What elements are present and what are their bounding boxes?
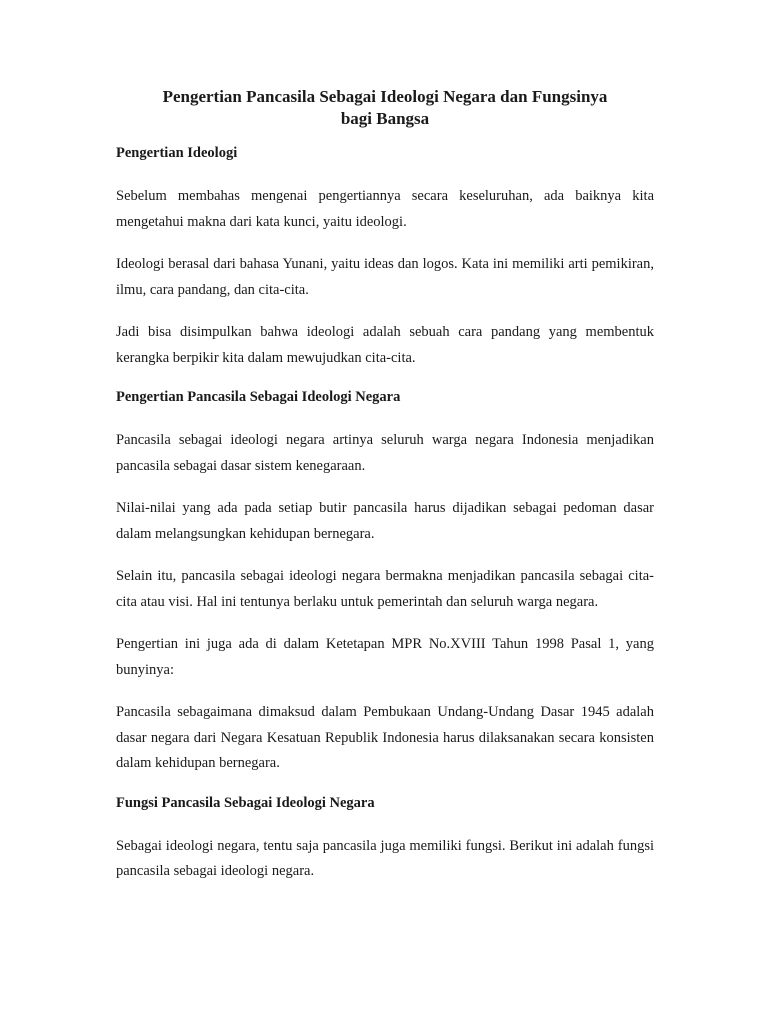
quoted-paragraph: Pancasila sebagaimana dimaksud dalam Pembukaan Undang-Undang Dasar 1945 adalah dasar negara dari Negara Kesatuan Republik Indonesia harus dilaksanakan secara konsisten dalam kehidupan bernegara. xyxy=(116,704,654,771)
paragraph: Pengertian ini juga ada di dalam Ketetapan MPR No.XVIII Tahun 1998 Pasal 1, yang bunyinya: xyxy=(116,636,654,678)
title-line-1: Pengertian Pancasila Sebagai Ideologi Negara dan Fungsinya xyxy=(162,87,608,106)
paragraph: Jadi bisa disimpulkan bahwa ideologi adalah sebuah cara pandang yang membentuk kerangka berpikir kita dalam mewujudkan cita-cita. xyxy=(116,324,654,366)
paragraph: Sebagai ideologi negara, tentu saja pancasila juga memiliki fungsi. Berikut ini adalah fungsi pancasila sebagai ideologi negara. xyxy=(116,837,654,879)
paragraph: Sebelum membahas mengenai pengertiannya secara keseluruhan, ada baiknya kita mengetahui makna dari kata kunci, yaitu ideologi. xyxy=(116,188,654,230)
section-heading-fungsi-pancasila: Fungsi Pancasila Sebagai Ideologi Negara xyxy=(116,794,375,811)
document-title xyxy=(116,86,654,130)
title-line-2: bagi Bangsa xyxy=(340,109,430,128)
section-heading-pancasila-ideologi-negara: Pengertian Pancasila Sebagai Ideologi Negara xyxy=(116,389,401,405)
paragraph: Ideologi berasal dari bahasa Yunani, yaitu ideas dan logos. Kata ini memiliki arti pemikiran, ilmu, cara pandang, dan cita-cita. xyxy=(116,256,654,298)
paragraph: Pancasila sebagai ideologi negara artinya seluruh warga negara Indonesia menjadikan pancasila sebagai dasar sistem kenegaraan. xyxy=(116,432,654,474)
section-heading-pengertian-ideologi: Pengertian Ideologi xyxy=(116,145,238,161)
paragraph: Selain itu, pancasila sebagai ideologi negara bermakna menjadikan pancasila sebagai cita-cita atau visi. Hal ini tentunya berlaku untuk pemerintah dan seluruh warga negara. xyxy=(116,568,654,610)
paragraph: Nilai-nilai yang ada pada setiap butir pancasila harus dijadikan sebagai pedoman dasar dalam melangsungkan kehidupan bernegara. xyxy=(116,500,654,542)
